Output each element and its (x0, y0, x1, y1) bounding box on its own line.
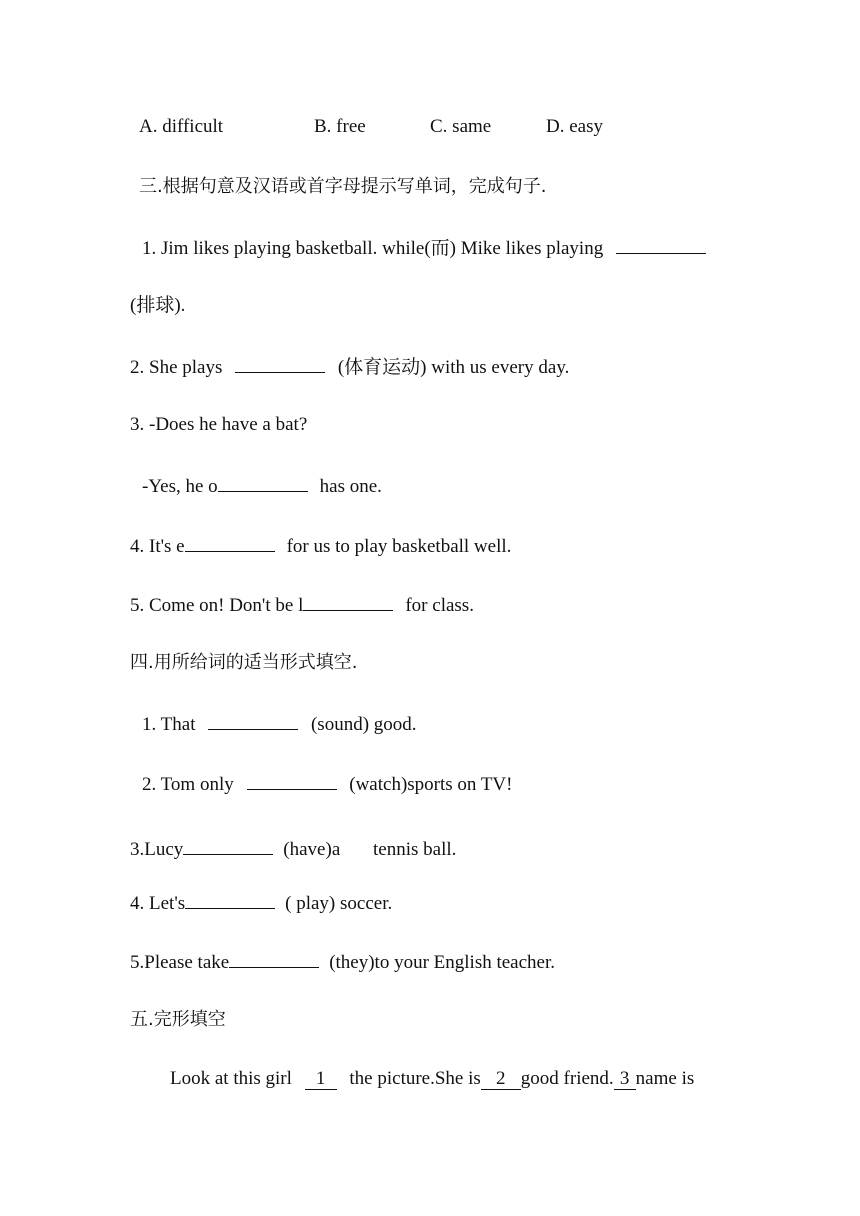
s3-q4-after: for us to play basketball well. (286, 536, 512, 557)
s4-q5-text: 5.Please take (130, 952, 230, 973)
cloze-blank-2[interactable]: 2 (481, 1069, 521, 1090)
option-b: B. free (314, 116, 366, 137)
s3-q3-after: has one. (319, 476, 382, 497)
cloze-blank-1[interactable]: 1 (305, 1069, 337, 1090)
section-3-heading: 三.根据句意及汉语或首字母提示写单词，完成句子. (139, 176, 547, 197)
s3-q2-after: (体育运动) with us every day. (337, 357, 570, 378)
option-d: D. easy (546, 116, 603, 137)
s3-question-3: 3. -Does he have a bat? (130, 414, 308, 435)
s4-q3-blank[interactable] (183, 835, 273, 855)
s3-q4-blank[interactable] (185, 532, 275, 552)
s3-question-3-answer (142, 472, 382, 499)
s3-q5-after: for class. (405, 595, 474, 616)
cloze-text-end: name is (635, 1068, 695, 1089)
s4-q2-blank[interactable] (247, 770, 337, 790)
s4-q1-text: 1. That (142, 714, 196, 735)
s4-q2-text: 2. Tom only (142, 774, 234, 795)
option-a: A. difficult (139, 116, 224, 137)
options-row (0, 115, 860, 139)
s3-q5-text: 5. Come on! Don't be l (130, 595, 304, 616)
s3-q2-text: 2. She plays (130, 357, 223, 378)
s3-question-5 (130, 591, 474, 618)
option-c: C. same (430, 116, 492, 137)
s4-q1-after: (sound) good. (310, 714, 417, 735)
s4-question-5 (130, 948, 555, 975)
s3-q3-text: -Yes, he o (142, 476, 218, 497)
s3-q5-blank[interactable] (303, 591, 393, 611)
s4-q3-after: (have)a (283, 839, 341, 860)
s4-question-1 (142, 710, 417, 737)
s4-question-4 (130, 889, 392, 916)
s3-q2-blank[interactable] (235, 353, 325, 373)
s4-q2-after: (watch)sports on TV! (349, 774, 513, 795)
s4-question-3 (130, 835, 456, 862)
s4-q4-text: 4. Let's (130, 893, 186, 914)
s4-q1-blank[interactable] (208, 710, 298, 730)
cloze-text-start: Look at this girl (170, 1068, 292, 1089)
s3-q1-blank[interactable] (616, 234, 706, 254)
s3-question-1 (142, 234, 706, 261)
s4-q4-after: ( play) soccer. (285, 893, 393, 914)
s4-q5-after: (they)to your English teacher. (329, 952, 556, 973)
cloze-blank-3[interactable]: 3 (614, 1069, 636, 1090)
s4-q3-tail: tennis ball. (373, 839, 457, 860)
section-4-heading: 四.用所给词的适当形式填空. (130, 652, 358, 673)
s3-q1-text: 1. Jim likes playing basketball. while(而) Mike likes playing (142, 238, 604, 259)
s4-q3-text: 3.Lucy (130, 839, 184, 860)
cloze-text-mid2: good friend. (520, 1068, 614, 1089)
s3-question-4 (130, 532, 511, 559)
s3-question-2 (130, 353, 569, 380)
s3-question-1-cont: (排球). (130, 295, 186, 316)
section-5-heading: 五.完形填空 (130, 1009, 226, 1030)
cloze-text-mid1: the picture.She is (349, 1068, 481, 1089)
s3-q4-text: 4. It's e (130, 536, 185, 557)
s3-q3-blank[interactable] (218, 472, 308, 492)
cloze-passage (170, 1067, 694, 1091)
s4-question-2 (142, 770, 512, 797)
s4-q5-blank[interactable] (229, 948, 319, 968)
s4-q4-blank[interactable] (185, 889, 275, 909)
